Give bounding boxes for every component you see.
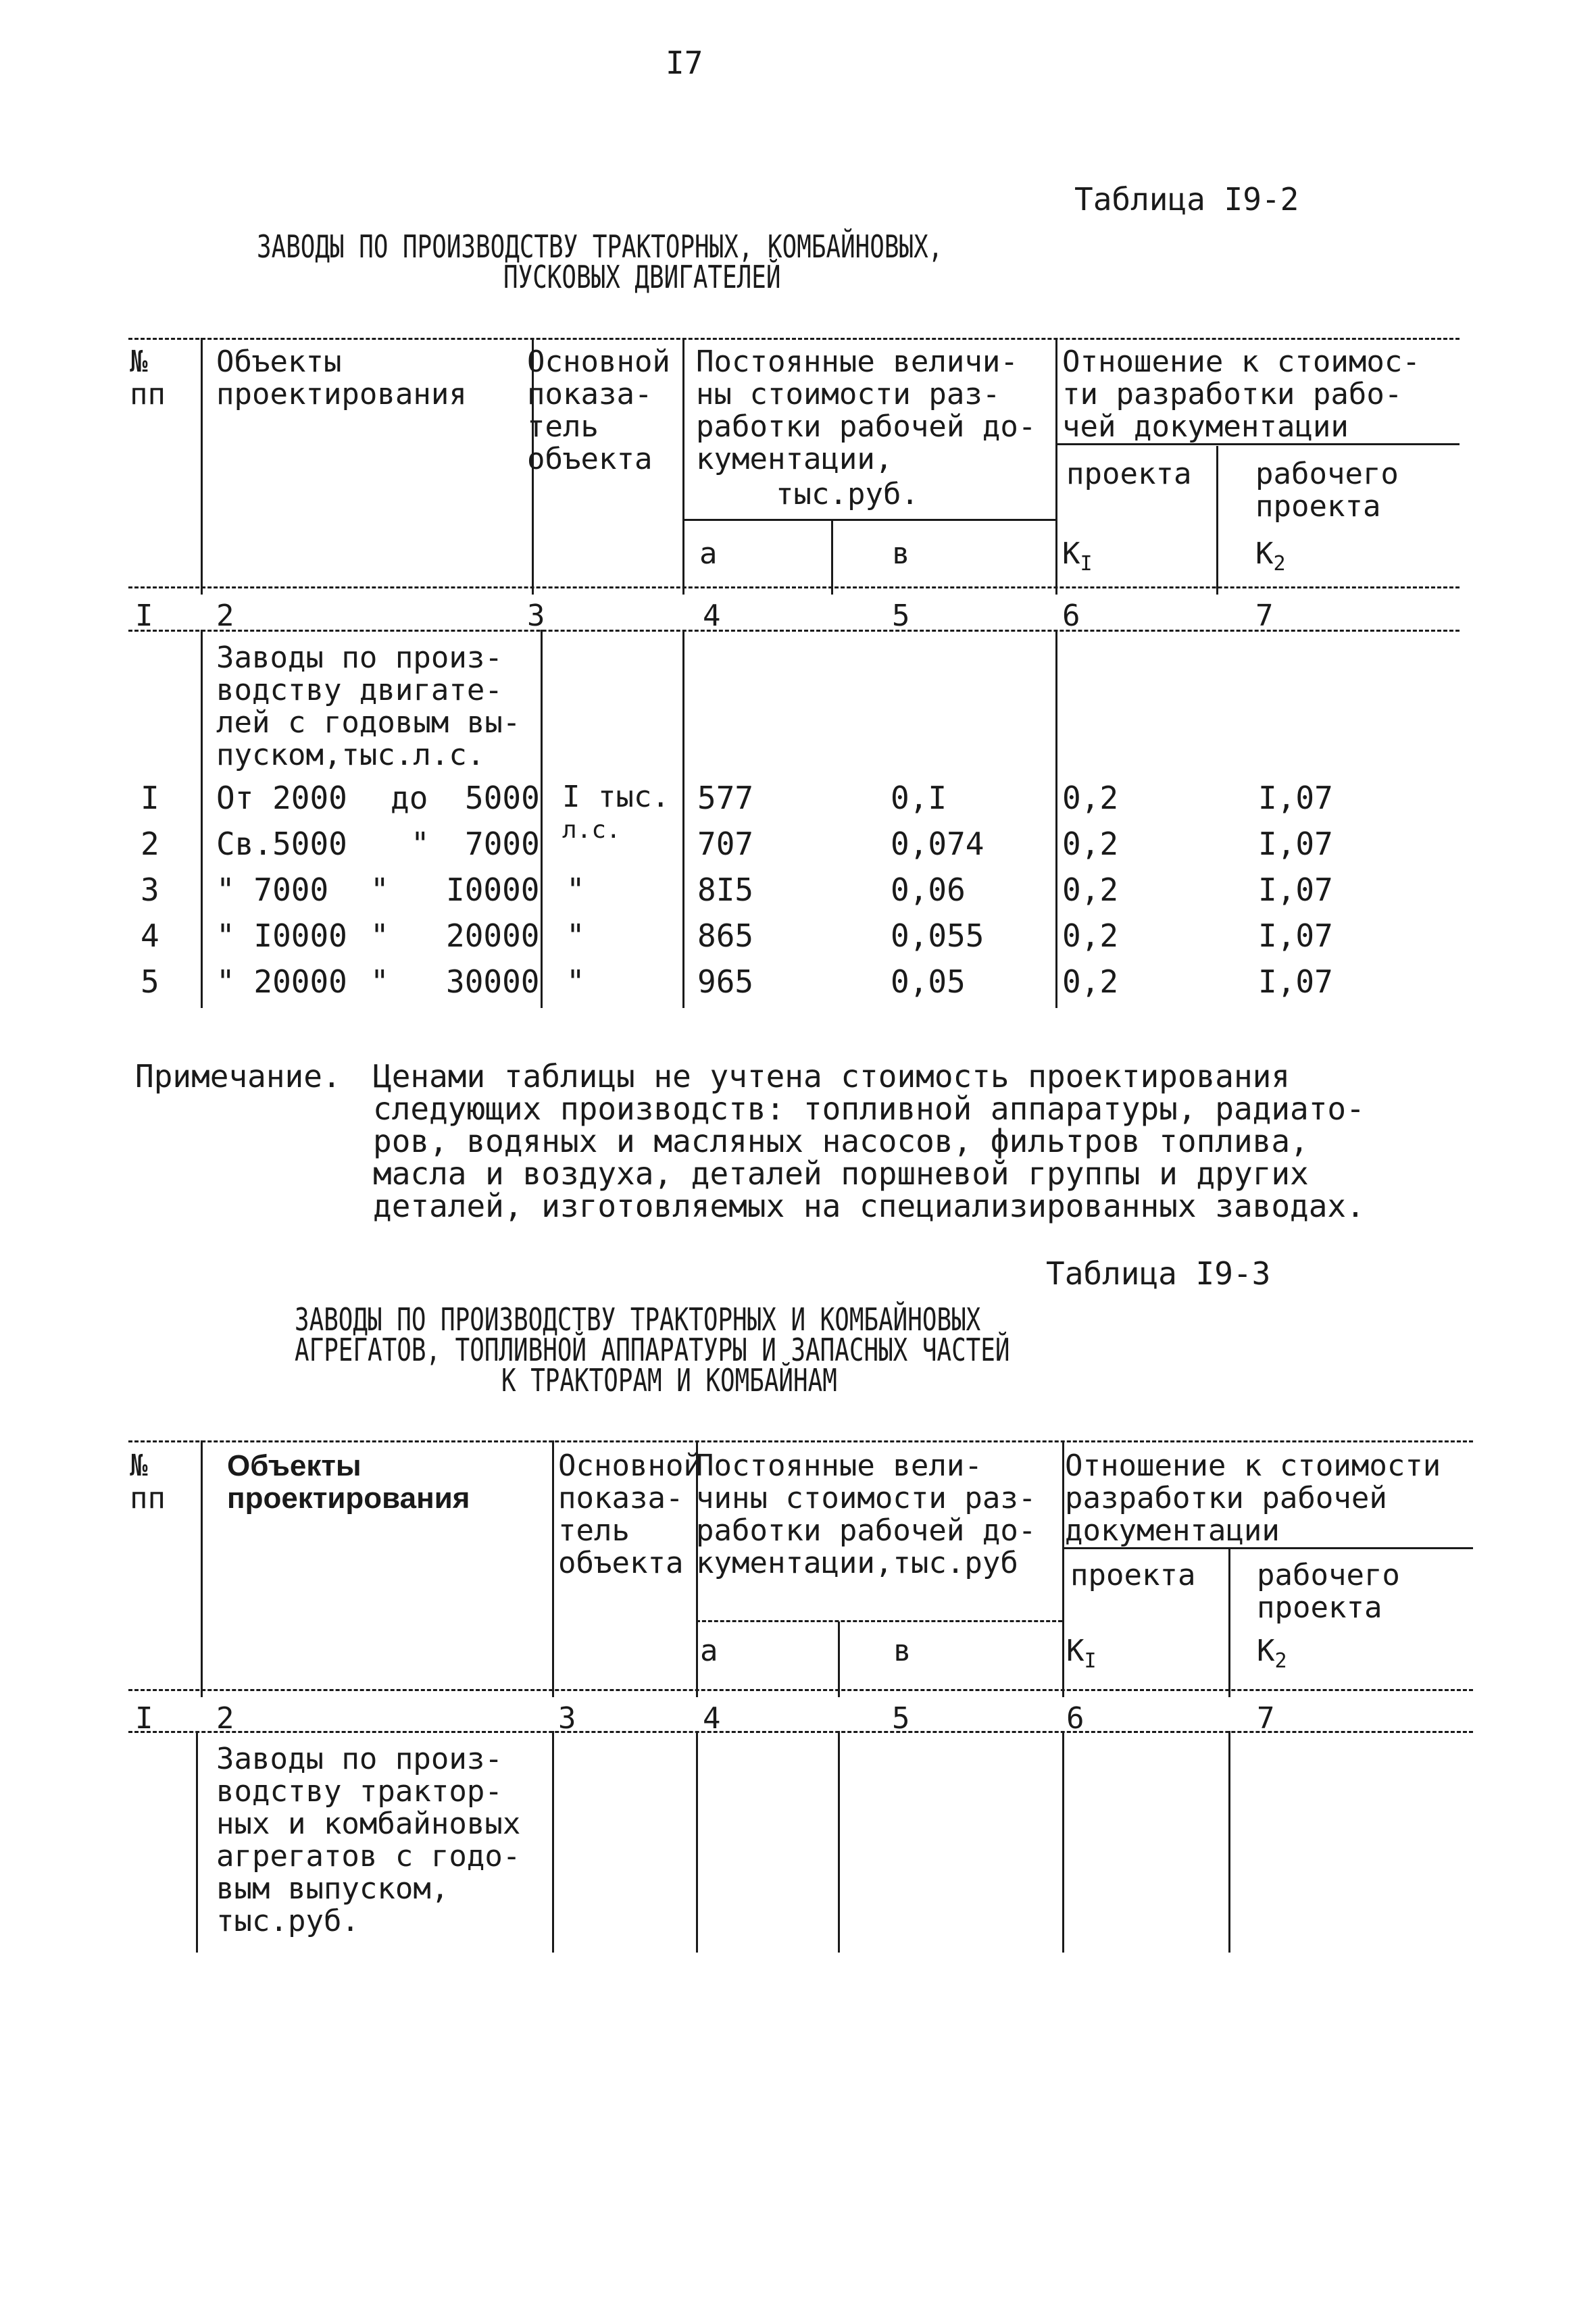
table1-indicator-unit: л.с. (562, 816, 621, 844)
range-from: " 7000 (216, 872, 329, 908)
table1-col-divider (831, 520, 833, 595)
table2-group-label: Заводы по произ- водству трактор- ных и комбайновых агрегатов с годо- вым выпуском, тыс.руб. (216, 1742, 521, 1938)
table2-header-ratio: Отношение к стоимости разработки рабочей документации (1065, 1449, 1441, 1548)
table1-col-divider (201, 630, 203, 1008)
table2-header-k2: $К_2$ (1257, 1634, 1287, 1673)
note-text-line: следующих производств: топливной аппаратуры, радиато- (373, 1090, 1365, 1127)
table1-col-divider (201, 338, 203, 595)
table1-colnum-bottom-rule (128, 630, 1460, 632)
table1-header-constants: Постоянные величи- ны стоимости раз- работки рабочей до- кументации, (696, 345, 1037, 476)
table1-title-line1: ЗАВОДЫ ПО ПРОИЗВОДСТВУ ТРАКТОРНЫХ, КОМБАЙНОВЫХ, (257, 228, 943, 265)
range-mid: " (370, 872, 389, 908)
table1-label: Таблица I9-2 (1074, 181, 1299, 218)
value-k1: 0,2 (1062, 917, 1119, 954)
table1-header-indicator: Основной показа- тель объекта (527, 345, 670, 476)
table2-header-working-project: рабочего проекта (1257, 1558, 1400, 1625)
table1-constants-rule (682, 519, 1055, 521)
range-to: 5000 (465, 780, 540, 816)
table2-col-divider (201, 1440, 203, 1697)
table1-header-k1: $К_I$ (1062, 536, 1093, 576)
table2-colnum: 7 (1257, 1701, 1275, 1736)
table2-col-divider (1228, 1549, 1230, 1697)
table1-colnum: 5 (892, 599, 910, 633)
note-text-line: Ценами таблицы не учтена стоимость проектирования (373, 1058, 1291, 1095)
value-k2: I,07 (1258, 780, 1333, 816)
value-k1: 0,2 (1062, 872, 1119, 908)
table2-colnum: 6 (1066, 1701, 1084, 1736)
row-number: 5 (141, 963, 159, 1000)
table1-header-num: № пп (130, 345, 166, 411)
table1-col-divider (1055, 338, 1057, 595)
table2-col-divider (552, 1731, 554, 1953)
range-mid: до (391, 780, 428, 816)
table2-colnum: 3 (558, 1701, 576, 1736)
table1-title-line2: ПУСКОВЫХ ДВИГАТЕЛЕЙ (503, 259, 781, 295)
range-to: 20000 (446, 917, 540, 954)
row-number: 2 (141, 826, 159, 862)
note-label: Примечание. (135, 1058, 341, 1095)
value-k2: I,07 (1258, 872, 1333, 908)
value-k2: I,07 (1258, 963, 1333, 1000)
table1-indicator-value: I тыс. (562, 780, 670, 814)
range-from: " I0000 (216, 917, 347, 954)
value-b: 0,I (891, 780, 947, 816)
table2-col-divider (838, 1621, 840, 1697)
table1-top-rule (128, 338, 1460, 340)
note-text-line: ров, водяных и масляных насосов, фильтров топлива, (373, 1123, 1309, 1159)
table1-header-working-project: рабочего проекта (1255, 457, 1399, 524)
value-k1: 0,2 (1062, 826, 1119, 862)
value-b: 0,05 (891, 963, 966, 1000)
table2-colnum: 4 (703, 1701, 721, 1736)
note-text-line: масла и воздуха, деталей поршневой группы и других (373, 1155, 1309, 1192)
range-mid: " (370, 963, 389, 1000)
table1-header-a: а (699, 536, 718, 571)
table2-header-project: проекта (1070, 1558, 1196, 1592)
table1-colnum: 6 (1062, 599, 1080, 633)
value-a: 8I5 (697, 872, 754, 908)
indicator-ditto: " (566, 963, 585, 1000)
table2-header-b: в (893, 1634, 912, 1668)
row-number: 4 (141, 917, 159, 954)
table2-col-divider (1062, 1440, 1064, 1697)
range-from: " 20000 (216, 963, 347, 1000)
table1-col-divider (1216, 446, 1218, 595)
value-b: 0,055 (891, 917, 984, 954)
table1-col-divider (1055, 630, 1057, 1008)
table2-title-line1: ЗАВОДЫ ПО ПРОИЗВОДСТВУ ТРАКТОРНЫХ И КОМБАЙНОВЫХ (295, 1301, 981, 1338)
range-mid: " (370, 917, 389, 954)
table2-title-line2: АГРЕГАТОВ, ТОПЛИВНОЙ АППАРАТУРЫ И ЗАПАСНЫХ ЧАСТЕЙ (295, 1332, 1010, 1368)
table1-col-divider (682, 630, 684, 1008)
table2-header-num: № пп (130, 1449, 166, 1515)
table2-colnum: 5 (892, 1701, 910, 1736)
table2-colnum-top-rule (128, 1689, 1473, 1691)
value-a: 707 (697, 826, 754, 862)
table1-header-b: в (892, 536, 910, 571)
table1-colnum: 7 (1255, 599, 1274, 633)
value-a: 965 (697, 963, 754, 1000)
value-k1: 0,2 (1062, 963, 1119, 1000)
table1-colnum: I (135, 599, 153, 633)
table2-constants-rule (696, 1620, 1062, 1622)
range-from: От 2000 (216, 780, 347, 816)
table1-header-objects: Объекты проектирования (216, 345, 467, 411)
table2-header-objects: Объекты проектирования (227, 1449, 470, 1515)
range-mid: " (411, 826, 430, 862)
value-b: 0,074 (891, 826, 984, 862)
table2-header-k1: $К_I$ (1066, 1634, 1097, 1673)
table2-col-divider (838, 1731, 840, 1953)
range-to: 30000 (446, 963, 540, 1000)
table2-header-indicator: Основной показа- тель объекта (558, 1449, 701, 1580)
table1-colnum: 2 (216, 599, 234, 633)
value-k2: I,07 (1258, 826, 1333, 862)
page-number: I7 (666, 45, 703, 81)
range-from: Св.5000 (216, 826, 347, 862)
table2-col-divider (552, 1440, 554, 1697)
table2-col-divider (696, 1731, 698, 1953)
value-k1: 0,2 (1062, 780, 1119, 816)
table2-label: Таблица I9-3 (1046, 1255, 1271, 1292)
table2-title-line3: К ТРАКТОРАМ И КОМБАЙНАМ (501, 1362, 837, 1399)
table2-top-rule (128, 1440, 1473, 1442)
value-a: 865 (697, 917, 754, 954)
table1-col-divider (682, 338, 684, 595)
table1-header-k2: $К_2$ (1255, 536, 1286, 576)
table1-header-project: проекта (1066, 457, 1192, 491)
table1-header-constants-unit: тыс.руб. (776, 477, 919, 511)
range-to: 7000 (465, 826, 540, 862)
table2-colnum-bottom-rule (128, 1731, 1473, 1733)
table2-colnum: I (135, 1701, 153, 1736)
note-text-line: деталей, изготовляемых на специализированных заводах. (373, 1188, 1365, 1224)
table2-col-divider (1228, 1731, 1230, 1953)
table2-col-divider (196, 1731, 198, 1953)
table1-colnum-top-rule (128, 586, 1460, 588)
value-k2: I,07 (1258, 917, 1333, 954)
table1-colnum: 4 (703, 599, 721, 633)
table1-colnum: 3 (527, 599, 545, 633)
range-to: I0000 (446, 872, 540, 908)
table2-header-constants: Постоянные вели- чины стоимости раз- работки рабочей до- кументации,тыс.руб (696, 1449, 1037, 1580)
table2-colnum: 2 (216, 1701, 234, 1736)
row-number: 3 (141, 872, 159, 908)
indicator-ditto: " (566, 917, 585, 954)
table1-group-label: Заводы по произ- водству двигате- лей с годовым вы- пуском,тыс.л.с. (216, 640, 521, 772)
table2-header-a: а (700, 1634, 718, 1668)
row-number: I (141, 780, 159, 816)
table2-col-divider (1062, 1731, 1064, 1953)
value-b: 0,06 (891, 872, 966, 908)
table1-col-divider (541, 630, 543, 1008)
indicator-ditto: " (566, 872, 585, 908)
table1-header-ratio: Отношение к стоимос- ти разработки рабо- чей документации (1062, 345, 1420, 444)
value-a: 577 (697, 780, 754, 816)
